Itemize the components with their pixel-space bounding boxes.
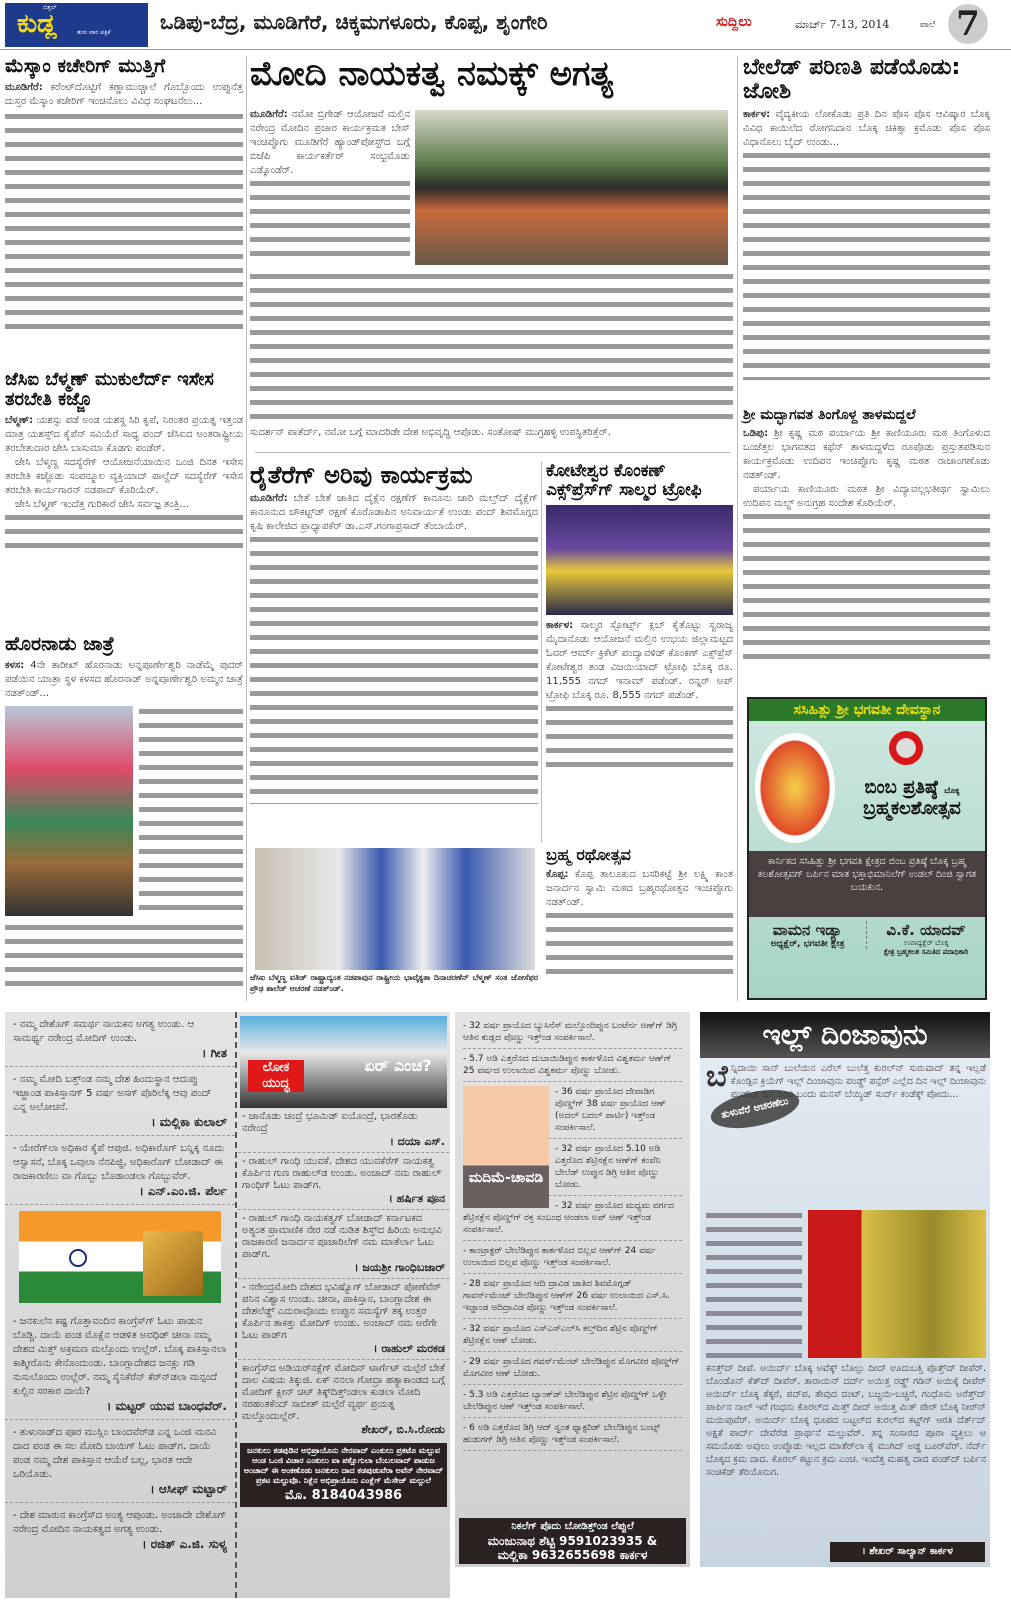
opinion-left-column: [5, 1012, 235, 1557]
matrimony-listing: - 28 ವರ್ಷ ಪ್ರಾಯೊದ ಆದಿ ದ್ರಾವಿಡ ಜಾತಿದ ಶಿವಮೊಗ್ಗಡ್ ಗಾವರ್ನ್‌ಮೆಂಟ್ ಬೇಲೆಡಿಪ್ಪುನ ಆಣ್‌ಗ್ 26 ವರ್ಷ ಉಲಾಯಿದ ಎಸ್.ಸಿ. ಇಜ್ಜಾಂಡ ಆದಿದ್ರಾವಿಡ ಪೊಣ್ಣು ಇತ್ತ್ಂಡ ಸಂಪರ್ಕಿಸಾಲೆ.: [463, 1274, 682, 1319]
matrimony-listing: - 29 ವರ್ಷ ಪ್ರಾಯೊದ ಗವರ್ನ್‌ಮೆಂಟ್ ಬೇಲೆಡಿಪ್ಪುನ ಮೊಗವೀರ ಪೊಣ್ಣ್‌ಗ್ ಮೊಗವೀರ ಆಣ್ ಬೋಡು.: [463, 1352, 682, 1385]
article-mescom: ಮೆಸ್ಕಾಂ ಕಚೇರಿಗ್ ಮುತ್ತಿಗೆ ಮೂಡಿಗೆರೆ: ಕರೆಂಟ್‌ದೊಟ್ಟಿಗೆ ಕಣ್ಣಾಮುಚ್ಚಾಲೆ ಗೊಬ್ಬೊಂದು ಉಪ್ಪುನೆತ್ತ ದುಸ್ತರ ಮೆಸ್ಕಾಂ ಕಚೇರಿಗ್ ಇಂಚಿನೊಲು ವಿವಿಧ ಸಂಘಟನೆಲು...: [5, 56, 243, 336]
matrimony-listing: - 36 ವರ್ಷ ಪ್ರಾಯೊದ ದೇವಾಡಿಗ ಪೊಣ್ಣ್‌ಗ್ 38 ವರ್ಷ ಪ್ರಾಯೊದ ಆಣ್ (ಅದಲ್ ಬದಲ್ ಪಾರ್ಟಿ) ಇತ್ತ್ಂಡ ಸಂಪರ್ಕಿಸಾಲೆ.: [463, 1082, 682, 1139]
reader-quote: - ನಮ್ಮ ದೇಶೊಗ್ ಸಮರ್ಥ ನಾಯಕನ ಅಗತ್ಯ ಉಂಡು. ಆ ಸಾಮರ್ಥ್ಯ ನರೇಂದ್ರ ಮೋದಿಗ್ ಉಂಡು. । ಗೀತ: [5, 1012, 235, 1067]
article-horanadu: ಹೊರನಾಡು ಜಾತ್ರೆ ಕಳಸ: 4ನೇ ತಾರೀಖ್ ಹೊರನಾಡು ಅನ್ನಪೂರ್ಣೇಶ್ವರಿ ನಾಡೆಮ್ಮೆ ಪುದರ್ ಪಡೆಯಿನ ಯಾತ್ರಾ ಸ್ಥಳ ಕಳಸದ ಹೊರನಾಡ್ ಅನ್ನಪೂರ್ಣೇಶ್ವರಿ ಅಮ್ಮನ ಜಾತ್ರೆ ನಡತ್ಂಡ್...: [5, 634, 243, 701]
matrimony-list: [463, 1016, 682, 1451]
opinion-section: [5, 1012, 450, 1598]
headline: ಮೆಸ್ಕಾಂ ಕಚೇರಿಗ್ ಮುತ್ತಿಗೆ: [5, 55, 166, 77]
kalasha-icon: [889, 731, 923, 765]
opinion-right-column: [238, 1012, 449, 1507]
article-body-text: [546, 703, 733, 773]
tulu-customs-badge: ತುಳುವೆರೆ ಆಚರಣೆಲು: [707, 1083, 802, 1135]
logo: ಬಿತ್ತಲ್ ಕುಡ್ಲ ತುಳು ವಾರ ಪತ್ರಿಕೆ: [5, 3, 148, 47]
article-body-text: [250, 534, 538, 804]
article-body-text: [250, 178, 410, 258]
matrimony-contact: ನಿಕಲೆಗ್ ಪೊದು ಬೋಡಿತ್ತ್ಂಡ ಲೆಪ್ಪುಲೆ ಮಂಜುನಾಥ ಶೆಟ್ಟಿ 9591023935 & ಮಲ್ಲಿಕಾ 9632655698 ಕಾರ್ಕಳ: [459, 1518, 686, 1564]
article-body-text: [546, 910, 733, 980]
reader-quote: - ಜಾನೊಡು ಚಂದ್ರೆ ಭೂಮಿಡ್ ಐಯೊಂದ್ರೆ, ಭಾರತೊಡು ನರೇಂದ್ರೆ । ದಯಾ ಎಸ್.: [238, 1108, 449, 1153]
article-body-text: [706, 1210, 802, 1358]
column-divider: [235, 1012, 237, 1598]
trophy-photo: [546, 505, 733, 615]
reader-quote: - ತುಳುನಾಡ್‌ದ ಪೂರ ಮುಸ್ಲಿಂ ಬಾಂದವೆರ್‌ಡ ಎನ್ನ ಒಂಜಿ ಮನವಿ ದಾದ ಪಂಡ ಈ ಸಲ ಮೋದಿ ಬಾಯಿಗ್ ಓಟು ಪಾಡ್‌ಗ. ದಾಯೆ ಪಂಡ ನಮ್ಮ ದೇಶ ಪಾಕಿಸ್ತಾನ ಆಯೆರೆ ಬಲ್ಲ, ಭಾರತ ಆದೇ ಒರಿಯೊಡು. । ಆಸೀಫ್ ಮಟ್ಟಾರ್: [5, 1420, 235, 1503]
matrimony-listing: - 32 ವರ್ಷ ಪ್ರಾಯೊದ 5.10 ಅಡಿ ಎತ್ತರೊದ ಶೆಟ್ರಿನಕ್ಲೆನ ಆಣ್‌ಗ್ ಕಂಪೆನಿ ಬೇಲೆಡ್ ಉಪ್ಪುನ ಡಿಗ್ರಿ ಆತಿನ ಪೊಣ್ಣು ಬೋಡು.: [463, 1139, 682, 1196]
reader-quote: - ರಾಹುಲ್ ಗಾಂಧಿ ಯುವಕೆ. ದೇಶದ ಯುವಕೆರೆಗ್ ನಾಯಕತ್ವ ಕೊರ್ಪಿನ ಗುಣ ರಾಹುಲ್‌ಡ ಉಂಡು. ಅಂಚಾದ್ ನಮ ರಾಹುಲ್ ಗಾಂಧಿಗ್ ಓಟು ಪಾಡ್‌ಗ. । ಹರ್ಷಿತ ಪೂನ: [238, 1153, 449, 1210]
article-body-text: [5, 922, 243, 992]
headline: ಹೊರನಾಡು ಜಾತ್ರೆ: [5, 633, 115, 655]
article-cricket: ಕೋಟೇಶ್ವರ ಕೊಂಕಣ್ ಎಕ್ಸ್‌ಪ್ರೆಸ್‌ಗ್ ಸಾಲ್ಮರ ಟ್ರೋಫಿ ಕಾರ್ಕಳ: ಸಾಲ್ಮರ ಸ್ಪೋರ್ಟ್ಸ್ ಕ್ಲಬ್ ಕೈತೊಟ್ಟು ಸ್ವರಾಜ್ಯ ಮೈದಾನೊಡು ಆಯೋಜನೆ ಮಲ್ತಿನ ಉಭಯ ಜಿಲ್ಲಾಮಟ್ಟದ ಓವರ್ ಆರ್ಮ್ ಕ್ರಿಕೆಟ್ ಪಂದ್ಯಾವಳಿಡ್ ಕೊಂಕಣ್ ಎಕ್ಸ್‌ಪ್ರೆಸ್ ಕೋಟೇಶ್ವರ ತಂಡ ವಿಜಯಿಯಾದ್ ಟ್ರೋಫಿ ಬೊಕ್ಕ ರೂ. 11,555 ನಗದ್ ಇನಾಮ್ ಪಡೆಂಡ್. ರನ್ನರ್ ಅಪ್ ಟ್ರೋಫಿ ಬೊಕ್ಕ ರೂ. 8,555 ನಗದ್ ಪಡೆಂಡ್.: [546, 462, 733, 773]
headline: ಕೋಟೇಶ್ವರ ಕೊಂಕಣ್ ಎಕ್ಸ್‌ಪ್ರೆಸ್‌ಗ್ ಸಾಲ್ಮರ ಟ್ರೋಫಿ: [546, 461, 702, 500]
page-label: ಪಾಲೆ: [920, 20, 936, 30]
column-divider: [541, 462, 542, 842]
article-body-text: [5, 111, 243, 336]
headline: ಮೋದಿ ನಾಯಕತ್ವ ನಮಕ್ಕ್ ಅಗತ್ಯ: [250, 54, 614, 94]
article-modi: ಮೋದಿ ನಾಯಕತ್ವ ನಮಕ್ಕ್ ಅಗತ್ಯ ಮೂಡಿಗೆರೆ: ನಮೋ ಬ್ರಿಗೇಡ್ ಆಯೋಜನೆ ಮಲ್ತಿನ ನರೇಂದ್ರ ಮೋದಿನ ಪ್ರಚಾರ ಕಾರ್ಯಕ್ರಮತ ಬೇಸ್ ಇಂಚಿಪ್ಪೊಗು ಮೂಡಿಗೆರೆ ಹ್ಯಾಂಡ್‌ಪೋಸ್ಟ್‌ದ ಬಗ್ಗೆ ಬಿಜೆಪಿ ಕಾರ್ಯಕರ್ತೆರ್ ಸಂಭ್ರಮೊಡು ಎಡ್ಕೊಂಡೆರ್. ಸುದರ್ಶನ್ ಪಾತೆರ್ದ್, ನಮೋ ಬಗ್ಗೆ ಮಾದರಿಡೇ ದೇಶ ಅಭಿವೃದ್ಧಿ ಆಪೊಡು. ಸಂತೋಷ್ ಮುಗ್ರಹಳ್ಳಿ ಉಪಸ್ಥಿತರಿತ್ತೆರ್.: [250, 56, 733, 93]
lok-sabha-poster: ಲೋಕ ಯುದ್ಧ ಏರ್ ಎಂಚ?: [240, 1016, 447, 1108]
matrimony-listing: - 6 ಅಡಿ ಎತ್ತರೊದ ಡಿಗ್ರಿ ಆದ್ ಸ್ವಂತ ಫ್ಯಾಕ್ಟರಿಡ್ ಬೇಲೆಡಿಪ್ಪುನ ಬಂಟ್ಸ್ ಹುಡುಗಗ್ ಡಿಗ್ರಿ ಆತಿನ ಪೊಣ್ಣು ಇತ್ತ್ಂಡ ಸಂಪರ್ಕಿಸಾಲೆ.: [463, 1418, 682, 1451]
column-divider: [737, 56, 738, 1001]
drop-cap: ಬೆ: [706, 1059, 728, 1094]
opinion-notice: ಜನಕುಲು ಕಡಪುಡಿನ ಅಭಿಪ್ರಾಯೊನು ನೇರವಾದ್ ಎಂಕುಲು ಪ್ರಕಟೊ ಮಲ್ಪುವ ಆಂಡ ಒಂಜಿ ವಿಚಾರ ಎಂಕುಲು ವಾ ಪಕ್ಷೊಗುಲಾ ಬೆಂಬಲವಾದ್ ಪಾಡುಜ ಅಂಚಾದ್ ಈ ಅಂಕಣೊಡು ಜನಕುಲು ದಾದ ಕಡಪುಡುವೆರಾ ಅವೆನ್ ನೇರವಾದ್ ಪ್ರಕಟ ಮಲ್ಪುವೊ. ನಿಕ್ಲೆನ ಅಭಿಪ್ರಾಯೊನು ಎಂಕ್ಲೆಗ್ ಮೆಸೇಜ್ ಮಲ್ಪುಲೆ ಮೊ. 8184043986: [240, 1443, 447, 1507]
reader-quote: ಕಾಂಗ್ರೆಸ್‌ದ ಅಡಿಯರ್‌ನಕ್ಲೆಗ್ ಮೋದಿನ್ ಟಾರ್ಗೆಟ್ ಮಲ್ಪೆರೆ ಬೇತೆ ದಾಲ ವಿಷಯ ತಿಕ್ಕುಜಿ. ಏಕ್ ನನಲಾ ಗೋದ್ರಾ ಹತ್ಯಾಕಾಂಡದ ಬಗ್ಗೆ ಮೋದಿಗ್ ಕ್ಲೀನ್ ಚಿಟ್ ತಿಕ್ಕ್‌ದಿತ್ತ್ಂಡಲಾ ಕುಡಲಾ ಮೋದಿ ನರಹಂತಕೆಂದ್ ಸಾಬೀತ್ ಮಲ್ಪೆರೆ ವ್ಯರ್ಥ ಪ್ರಯತ್ನ ಮಲ್ತೊಂದುಲ್ಲೆರ್. ಶೇಖರ್, ಬಿ.ಸಿ.ರೋಡು: [242, 1363, 445, 1436]
feature-title: ಇಲ್ಲ್ ದಿಂಜಾವುನು: [700, 1012, 990, 1058]
students-photo: [255, 848, 535, 970]
matrimony-logo: ಮದಿಮೆ-ಚಾವಡಿ: [463, 1086, 549, 1208]
article-body-text: [139, 706, 243, 916]
temple-advertisement: ಸಸಿಹಿತ್ಲು ಶ್ರೀ ಭಗವತೀ ದೇವಸ್ಥಾನ ಬಿಂಬ ಪ್ರತಿಷ್ಠೆ ಬೊಕ್ಕ ಬ್ರಹ್ಮಕಲಶೋತ್ಸವ ಕಾರ್ನಿಕದ ಸಸಿಹಿತ್ಲು ಶ್ರೀ ಭಗವತಿ ಕ್ಷೇತ್ರದ ಬಿಂಬ ಪ್ರತಿಷ್ಠೆ ಬೊಕ್ಕ ಬ್ರಹ್ಮ ಕಲಶೋತ್ಸವಗ್ ಬರ್ಪಿನ ಮಾತ ಭಕ್ತಾಭಿಮಾನಿಲೆಗ್ ಉಡಲ್ ದಿಂಜಿ ಸ್ವಾಗತ ಬಯಕುನ. ವಾಮನ ಇಡ್ಯಾ ಅಧ್ಯಕ್ಷೆರ್, ಭಗವತೀ ಕ್ಷೇತ್ರ ವಿ.ಕೆ. ಯಾದವ್ ಉಪಾಧ್ಯಕ್ಷೆರ್ ಬೊಕ್ಕ ಕ್ಷೇತ್ರ ಬ್ರಹ್ಮಕಲಶ ಸಮಿತಿದ ಪದಾಧಿಕಾರಿ: [747, 697, 987, 1000]
matrimony-listing: - 5.7 ಅಡಿ ಎತ್ತರೊದ ದುಬಾಯಿಡಿಪ್ಪುನ ಕಾರ್ಕಳೊದ ವಿಶ್ವಕರ್ಮ ಆಣ್‌ಗ್ 25 ವರ್ಷದ ಉಲಾಯಿದ ವಿಶ್ವಕರ್ಮ ಪೊಣ್ಣು ಬೋಡು.: [463, 1049, 682, 1082]
matrimony-listing: - 32 ವರ್ಷ ಪ್ರಾಯೊದ ಎಸ್‌ಎಸ್‌ಎಲ್‌ಸಿ ಕಲ್ತ್‌ದಿನ ಶೆಟ್ರಿನ ಪೊಣ್ಣ್‌ಗ್ ಶೆಟ್ರಿನಕ್ಲೆನ ಆಣ್ ಬೋಡು.: [463, 1319, 682, 1352]
region-title: ಒಡಿಪು-ಬೆದ್ರ, ಮೂಡಿಗೆರೆ, ಚಿಕ್ಕಮಗಳೂರು, ಕೊಪ್ಪ, ಶೃಂಗೇರಿ: [160, 10, 548, 34]
matrimony-listing: - 32 ವರ್ಷ ಪ್ರಾಯೊದ ಬ್ಯುಸಿನೆಸ್ ಮಲ್ತೊಂದಿಪ್ಪುನ ಬಂಟೆರ್ನ ಆಣ್‌ಗ್ ಡಿಗ್ರಿ ಆತಿನ ಕುಡ್ಲದ ಪೊಣ್ಣು ಇತ್ತ್ಂಡ ಸಂಪರ್ಕಿಸಾಲೆ.: [463, 1016, 682, 1049]
matrimony-listing: - ಕಾಂಟ್ರಾಕ್ಟರ್ ಬೇಲೆಡಿಪ್ಪುನ ಕಾರ್ಕಳೊದ ಬಿಲ್ಲವ ಆಣ್‌ಗ್ 24 ವರ್ಷ ಉಲಾಯಿದ ಬಿಲ್ಲವ ಪೊಣ್ಣು ಇತ್ತ್ಂಡ ಸಂಪರ್ಕಿಸಾಲೆ.: [463, 1241, 682, 1274]
article-body-text: [250, 271, 733, 421]
matrimony-listing: - 32 ವರ್ಷ ಪ್ರಾಯೊದ ಮಧ್ಯಮ ವರ್ಗದ ಶೆಟ್ರಿನಕ್ಲೆನ ಪೊಣ್ಣ್‌ಗ್ ರಕ್ತ ಸಂಬಂಧ ಆಂಡಲಾ ಅಪ್ ಆಣ್ ಇತ್ತ್ಂಡ ಸಂಪರ್ಕಿಸಾಲೆ.: [463, 1196, 682, 1241]
issue-date: ಮಾರ್ಚ್ 7-13, 2014: [795, 18, 890, 31]
reader-quote: - ಜನಕುಲೆನ ಕಷ್ಟ ಗೊತ್ತಾವಂದಿನ ಕಾಂಗ್ರೆಸ್‌ಗ್ ಓಟು ಪಾಡುನ ಬೊಡ್ಚಿ. ದಾಯೆ ಪಂಡ ಮೊಕ್ಲೆನ ಆಡಳಿತ ಅವಧಿಡ್ ಚೀನಾ ನಮ್ಮ ದೇಶದ ಮಿತ್ತ್ ಅಕ್ರಮಣ ಮಲ್ತೊಂದು ಉಲ್ಲೆರ್. ಬೊಕ್ಕ ಪಾಕಿಸ್ತಾನಲಾ ಕಾಶ್ಮೀರೊನು ಕೇನೊಂದುಂಡು. ಬಾಂಗ್ಲಾದೇಶದ ಜನಕ್ಲು ಗಡಿ ನುಸುಲೊಂದು ಉಲ್ಲೆರ್. ನಮ್ಮ ಸೈನಿಕೆರೆನ್ ಕೆರ್‌ನ್‌ಡಲಾ ಮನ್ಪಂದೆ ಕುಲ್ಲಿನ ಸರಕಾರ ದಾಯೆ? । ಮಟ್ಟರ್ ಯುವ ಬಾಂಧವೆರ್.: [5, 1309, 235, 1420]
headline: ರೈತೆರೆಗ್ ಅರಿವು ಕಾರ್ಯಕ್ರಮ: [250, 461, 473, 489]
feature-author: । ಶೇಖರ್ ಸಾಲ್ಯಾನ್ ಕಾರ್ಕಳ: [830, 1542, 985, 1562]
article-rathotsava: ಬ್ರಹ್ಮ ರಥೋತ್ಸವ ಕೊಪ್ಪ: ಕೊಪ್ಪ ತಾಲೂಕುದ ಬಸರಿಕಟ್ಟೆ ಶ್ರೀ ಲಕ್ಷ್ಮಿ ಕಾಂತ ಜನಾರ್ದನ ಸ್ವಾಮಿ ಮಠದ ಬ್ರಹ್ಮರಥೋತ್ಸವ ಇಂಚಿಪ್ಪೊಗು ನಡತ್ಂಡ್.: [546, 846, 733, 980]
article-talamaddale: ಶ್ರೀ ಮದ್ಭಾಗವತ ತಿಂಗೊಳ್ದ ತಾಳಮದ್ದಲೆ ಒಡಿಪು: ಶ್ರೀ ಕೃಷ್ಣ ಮಠ ಪರ್ಯಾಯ ಶ್ರೀ ಕಾಣಿಯೂರು ಮಠ ತಿಂಗೊಳುದ ಒಂಜೆತ್ತಲ ಭಾಗವತದ ಕಥೆನ್ ತಾಳಮದ್ದಳೆದ ರೂಪೊಡು ಪ್ರಸ್ತುತಪಡಿಸುನ ಕಾರ್ಯಕ್ರಮೊಡು ಉದಿಪನ ಇಂಚಿಪ್ಪೊಗು ಕೃಷ್ಣ ಮಠತ ರಾಜಾಂಗಣೊಡು ನಡತ್ಂಡ್. ಪರ್ಯಾಯ ಕಾಣಿಯೂರು ಮಠತ ಶ್ರೀ ವಿದ್ಯಾವಲ್ಲಭತೀರ್ಥ ಸ್ವಾಮಿಲು ಉದಿಪನ ಮಲ್ದ್ ಅನುಗ್ರಹ ಸಂದೇಶ ಕೊರಿಯೆರ್.: [743, 408, 990, 661]
news-label: ಸುದ್ದಿಲು: [716, 14, 752, 30]
reader-quote: - ದೇಶ ಮಾರುನ ಕಾಂಗ್ರೆಸ್‌ದ ಅಂತ್ಯ ಆಪುಂಡು. ಅಂಚಾದೇ ದೇಶೊಗ್ ನರೇಂದ್ರ ಮೋದಿನ ನಾಯಕತ್ವದ ಅಗತ್ಯ ಉಂಡು. । ರಜಿತ್ ಎ.ಜಿ. ಸುಳ್ಯ: [13, 1510, 227, 1551]
section-divider: [255, 452, 730, 453]
reader-quote: - ಯೇರೆಗ್‌ಲಾ ಅಧಿಕಾರ ಕೈಪೆ ಆಪುಜಿ. ಅಧಿಕಾರೊಗ್ ಬನ್ನಿಕ್ಕ ನೂದು ಆಸ್ವಾಸನೆ, ಬೊಕ್ಕ ಒವುಲಾ ನೆನಪಿಜ್ಜಿ, ಅಧಿಕಾರೊಗ್ ಬೋಡಾದ್ ಈ ರಾಜಕಾರಣಿಲು ವಾ ಗೊಬ್ಬು ಬೊಡಾಂಡಲಾ ಗೊಬ್ಬುವೆರ್. । ಎನ್.ಎಂ.ಜಿ. ಪೆರ್ಲ: [5, 1136, 235, 1205]
feature-article: ಇಲ್ಲ್ ದಿಂಜಾವುನು ತುಳುವೆರೆ ಆಚರಣೆಲು ಬೆ ನ್ನಿದಾಯಿ ಸಾನ್ ಬುಲೆಯಿನ ಎರೆಲ್ ಬುಲೆತ್ತ ಕುರಲ್‌ನ್ ಸುರುವಾದ್ ತನ್ನ ಇಲ್ಲಡೆ ಕೊಂಡ್ಪಿನ ಕ್ರಿಯೆಗ್ ಇಲ್ಲ್ ದಿಂಜಾವುನು ಪಂಡ್ದ್ ಪನ್ಪೆರ್ ಎಲ್ಲೆದ ದಿನ ಇಲ್ಲ್ ದಿಂಜಾವುನು ಪಂಡ್‌ದ್ ದಿನ ದಿಂಜಿ ಬಂದು ಮನಸ್ ಬೆಯ್ಯಿಡ್ ಸುರ್ದ್ ಕಂಡೆಕ್ಕ್ ಪೋದು... ಕನತ್ತ್‌ದ್ ದೀಪೆ. ಅಯಿರ್ದ್ ಬೊಕ್ಕ ಅವೆಕ್ಕ್ ಬೊಲ್ಪು ದೀದ್ ಊದುಬತ್ತಿ ಪೊತ್ತ್‌ದ್ ದೀಪೆರ್. ಬೊಂಡೊನ್ ಕೆತ್‌ದ್ ದೀಪೆರ್. ತಾರಾಯಿನ್ ದರ್ದ್ ಅಯಿತ್ತ ರಡ್ಡ್ ಗಡಿನ್ ಅಯಿಕ್ಕೆ ದೀಪೆರ್ ಅಯಿರ್ದ್ ಬೊಕ್ಕ ತೆಕ್ಕರೆ, ಪದ್‌ಪ, ತೇವುದ ದಂಟ್, ಬಜ್ಜಯಿ-ಬಚ್ಚಿರೆ, ಗಂಧೊನು ಅರೆತ್ತ್‌ದ್ ಪಾರ್ಪಿನ ನಾಲ್ ಇರೆ ಗಂಧನು ಕೊರಲ್‌ದ ಮಿತ್ತ್ ದೀದ್ ಅಯಿತ್ತ ಮಿತ್ ಪೇರ್ ಬೊಕ್ಕ ನೀರ್‌ನ್ ಮಯಿಪುವೆರ್. ಅಯಿರ್ದ್ ಬೊಕ್ಕ ಧೂಪದ ಬಟ್ಟಲ್‌ದ ಕುರಲ್‌ದ ಕಟ್ಟ್‌ಗ್ ಆರತಿ ದೆರ್ತ್‌ದ್ ಅಕ್ಷತೆ ಪಾರ್ದ್ ದೇವೆರೆಡ ಪ್ರಾರ್ಥನೆ ಮಲ್ಪುವೆರ್. ತನ್ನ ಸಂಸಾರದ ಪೂರಾ ವ್ಯಕ್ತಿಲು ಆ ಸಮಯೊಡು ಅವುಲು ಉಪ್ಪೊಡು ಇಲ್ಲದ ಮಾತೆರ್‌ಲಾ ಕೈ ಮುಗಿದ್ ಅಡ್ಡ ಬೂರ್‌ವೆರ್. ನೆರ್ದ್ ಬೊಕ್ಕದ ಕ್ರಮ ದಾದ. ಕೊರಲ್ ಕಟ್ಟುನ ಕ್ರಮ ಎಂಚ. ಇಂದೆತ್ತ ಮಹತ್ವ ದಾದ ಪಂಡ್‌ದ್ ಬರ್ಪಿನ ಸಂಚಿಕೆಡ್ ತೆರಿಯೊನುಗ. । ಶೇಖರ್ ಸಾಲ್ಯಾನ್ ಕಾರ್ಕಳ: [700, 1012, 990, 1567]
flag-ballot-image: [19, 1211, 221, 1303]
article-jci: ಜೆಸಿಐ ಬೆಳ್ಮಣ್ ಮುಕುಲೆರ್ದ್ ಇಸೇಸ ತರಬೇತಿ ಕಜ್ಜೊ ಬೆಳ್ಮಣ್: ಯಶಸ್ಸು ಪಡೆ ಅಂಡ ಯಶಸ್ದ ಸಿರಿ ಕೃಪೆ, ನಿರಂತರ ಪ್ರಯತ್ನ ಇತ್ತಂಡ ಮಾತ್ರ ಯಶಸ್ಸ್‌ದ ಕೈಪೆನ್ ಸವಿಯೆರೆ ಸಾಧ್ಯ ಪಂದ್ ಜೆಸಿಐದ ಅಂತರಾಷ್ಟ್ರೀಯ ತರಬೇತುದಾರ ಜೇಸಿ ಬಾಸುಮಾ ಕೊಡಗು ಪಂಡೆರ್. ಜೇಸಿ ಬೆಳ್ಮಣ್ದ ಸದಸ್ಯೆರೆಗ್ ಆಯೋಜನೆಯಾಯಿನ ಒಂಜಿ ದಿನತ ಇಸೇಸ ತರಬೇತಿ ಕಜ್ಜೊಡು ಸಂಪನ್ಮೂಲ ವ್ಯಕ್ತಿಯಾದ್ ಪಾಲ್ದೆದ್ ಸದಸ್ಯೆರೆಗ್ ಇಸೇಸ ತರಬೇತಿ ಕಾರ್ಯಗಾರನ್ ನಡಪಾದ್ ಕೊರಿಯೆರ್. ಜೇಸಿ ಬೆಳ್ಮಣ್ ಇಂದೆತ್ತ ಗುರಿಕಾರೆ ಜೇಸಿ ಸರ್ವಜ್ಞ ತಂತ್ರಿ...: [5, 370, 243, 552]
matrimony-section: [455, 1012, 690, 1567]
headline: ಬೇಲೆಡ್ ಪರಿಣತಿ ಪಡೆಯೊಡು: ಜೋಶಿ: [743, 55, 961, 105]
reader-quote: - ರಾಹುಲ್ ಗಾಂಧಿ ನಾಯಕತ್ವಗ್ ಬೋಡಾದ್ ಕರ್ನಾಟಕದ ಅತ್ಯಂತ ಪ್ರಾಮಾಣಿಕ ನೇರ ನಡೆ ನುಡಿತ ಶಿಸ್ತ್‌ದ ಹಿರಿಯ ಅನುಭವಿ ರಾಜಕಾರಣಿ ಜನಾರ್ದನ ಪೂಜಾರಿಲೆಗ್ ನಮ ಮಾತೆರ್ಲಾ ಓಟು ಪಾಡ್‌ಗ. । ಜಯಶ್ರೀ ಗಾಂಧಿಬಜಾರ್: [238, 1210, 449, 1279]
article-joshi: ಬೇಲೆಡ್ ಪರಿಣತಿ ಪಡೆಯೊಡು: ಜೋಶಿ ಕಾರ್ಕಳ: ವೈದ್ಯಕೀಯ ಲೋಕೊಡು ಪ್ರತಿ ದಿನ ಪೊಸ ಪೊಸ ಆವಿಷ್ಕಾರ ಬೊಕ್ಕ ವಿವಿಧ ಕಾಯಿಲೆದ ರೋಗನಿದಾನ ಬೊಕ್ಕ ಚಿಕಿತ್ಸಾ ಕ್ರಮೊಡು ಪೊಸ ಪೊಸ ವಿಧಾನೊಲು ಬೈದ್ ಉಂಡು...: [743, 56, 990, 380]
page-number-badge: 7: [948, 4, 988, 44]
chariot-festival-photo: [5, 706, 133, 916]
masthead: [0, 0, 1011, 50]
deity-image: [755, 733, 835, 843]
modi-campaign-photo: [415, 110, 728, 265]
headline: ಬ್ರಹ್ಮ ರಥೋತ್ಸವ: [546, 845, 631, 864]
article-body-text: [5, 512, 243, 552]
rice-sheaves-photo: [808, 1210, 986, 1358]
headline: ಶ್ರೀ ಮದ್ಭಾಗವತ ತಿಂಗೊಳ್ದ ತಾಳಮದ್ದಲೆ: [743, 407, 916, 423]
article-farmers: ರೈತೆರೆಗ್ ಅರಿವು ಕಾರ್ಯಕ್ರಮ ಮೂಡಿಗೆರೆ: ಬೇತೆ ಬೇತೆ ಜಾತಿದ ದೈಕ್ಲೆನ ರಕ್ಷಣೆಗ್ ಕಾನೂನು ಜಾರಿ ಮಲ್ತ್‌ದ್ ದೈಕ್ಲೆಗ್ ಕಾನೂನುದ ಚೌಕಟ್ಟ್‌ಡ್ ರಕ್ಷಣೆ ಕೊರೊಡಾಪಿನ ಅನಿವಾರ್ಯತೆ ಉಂಡು ಪಂದ್ ಶಿವಮೊಗ್ಗದ ಕೃಷಿ ಕಾಲೇಜಿದ ಪ್ರಾಧ್ಯಾಪಕೆರ್ ಡಾ.ಎಸ್.ಗಂಗಾಪ್ರಸಾದ್ ತೆಂಬಾಯೆರ್. ಜೆಸಿಐ ಬೆಳ್ಮಣ್ದ ವತಿಡ್ ರಾಷ್ಟ್ರಾದ್ಯಂತ ನಡಪಾವುನ ರಾಷ್ಟ್ರೀಯ ಭಾವೈಕ್ಯತಾ ದಿನಾಚರಣೆನ್ ಬೆಳ್ಮಣ್ ಸಂತ ಜೋಸೆಫರ ಪ್ರೌಢ ಶಾಲೆಡ್ ಆಚರಣೆ ನಡತ್ಂಡ್.: [250, 461, 538, 993]
matrimony-listing: - 5.3 ಅಡಿ ಎತ್ತರೊದ ಬ್ಯಾಂಕ್‌ಡ್ ಬೇಲೆಡಿಪ್ಪುನ ಶೆಟ್ರಿನ ಪೊಣ್ಣ್‌ಗ್ ಒಳ್ಳೇ ಬೇಲೆಡಿಪ್ಪುನ ಆಣ್ ಇತ್ತ್ಂಡ ಸಂಪರ್ಕಿಸಾಲೆ.: [463, 1385, 682, 1418]
column-divider: [246, 56, 247, 1001]
photo-caption: ಜೆಸಿಐ ಬೆಳ್ಮಣ್ದ ವತಿಡ್ ರಾಷ್ಟ್ರಾದ್ಯಂತ ನಡಪಾವುನ ರಾಷ್ಟ್ರೀಯ ಭಾವೈಕ್ಯತಾ ದಿನಾಚರಣೆನ್ ಬೆಳ್ಮಣ್ ಸಂತ ಜೋಸೆಫರ ಪ್ರೌಢ ಶಾಲೆಡ್ ಆಚರಣೆ ನಡತ್ಂಡ್.: [250, 973, 538, 993]
article-body-text: [743, 511, 990, 661]
reader-quote: - ನಮ್ಮ ಮೋದಿ ಬತ್ತ್ಂಡ ನಮ್ಮ ದೇಶ ಹಿಂದುಸ್ಥಾನ ಆದುಪ್ಪು ಇಜ್ಜಾಂಡ ಪಾಕಿಸ್ತಾನಗ್ 5 ವರ್ಷ ಅಸಗ್ ಪೊರಿಲೆಕ್ಕ ಆವು ಪಂದ್ ಎನ್ನ ಅಲೋಚನೆ. । ಮಲ್ಲಿಕಾ ಕುಲಾಲ್: [5, 1067, 235, 1136]
reader-quote: - ನರೇಂದ್ರಮೋದಿ ದೇಶದ ಭವಿಷ್ಯೊಗ್ ಬೋಡಾದ್ ಪೋಣೆವೆರ್ ಪನಿನ ವಿಶ್ವಾಸ ಉಂಡು. ಚೀನಾ, ಪಾಕಿಸ್ತಾನ, ಬಾಂಗ್ಲಾದೇಶ ಈ ದೇಶಲೆಡ್ದ್ ಎದುರಾವೊಂದು ಉಪ್ಪುನ ಸಮಸ್ಯೆಗ್ ತಕ್ಕ ಉತ್ತರ ಕೊರ್ಪಿನ ತಾಕತ್ತು ಮೋದಿಗ್ ಉಂಡು. ಅಂಚಾದ್ ನಮ ಅರೆಗೇ ಓಟು ಪಾಡ್‌ಗ । ರಾಹುಲ್ ಮರಕಡ: [238, 1279, 449, 1360]
headline: ಜೆಸಿಐ ಬೆಳ್ಮಣ್ ಮುಕುಲೆರ್ದ್ ಇಸೇಸ ತರಬೇತಿ ಕಜ್ಜೊ: [5, 369, 214, 410]
article-body-text: [743, 150, 990, 380]
